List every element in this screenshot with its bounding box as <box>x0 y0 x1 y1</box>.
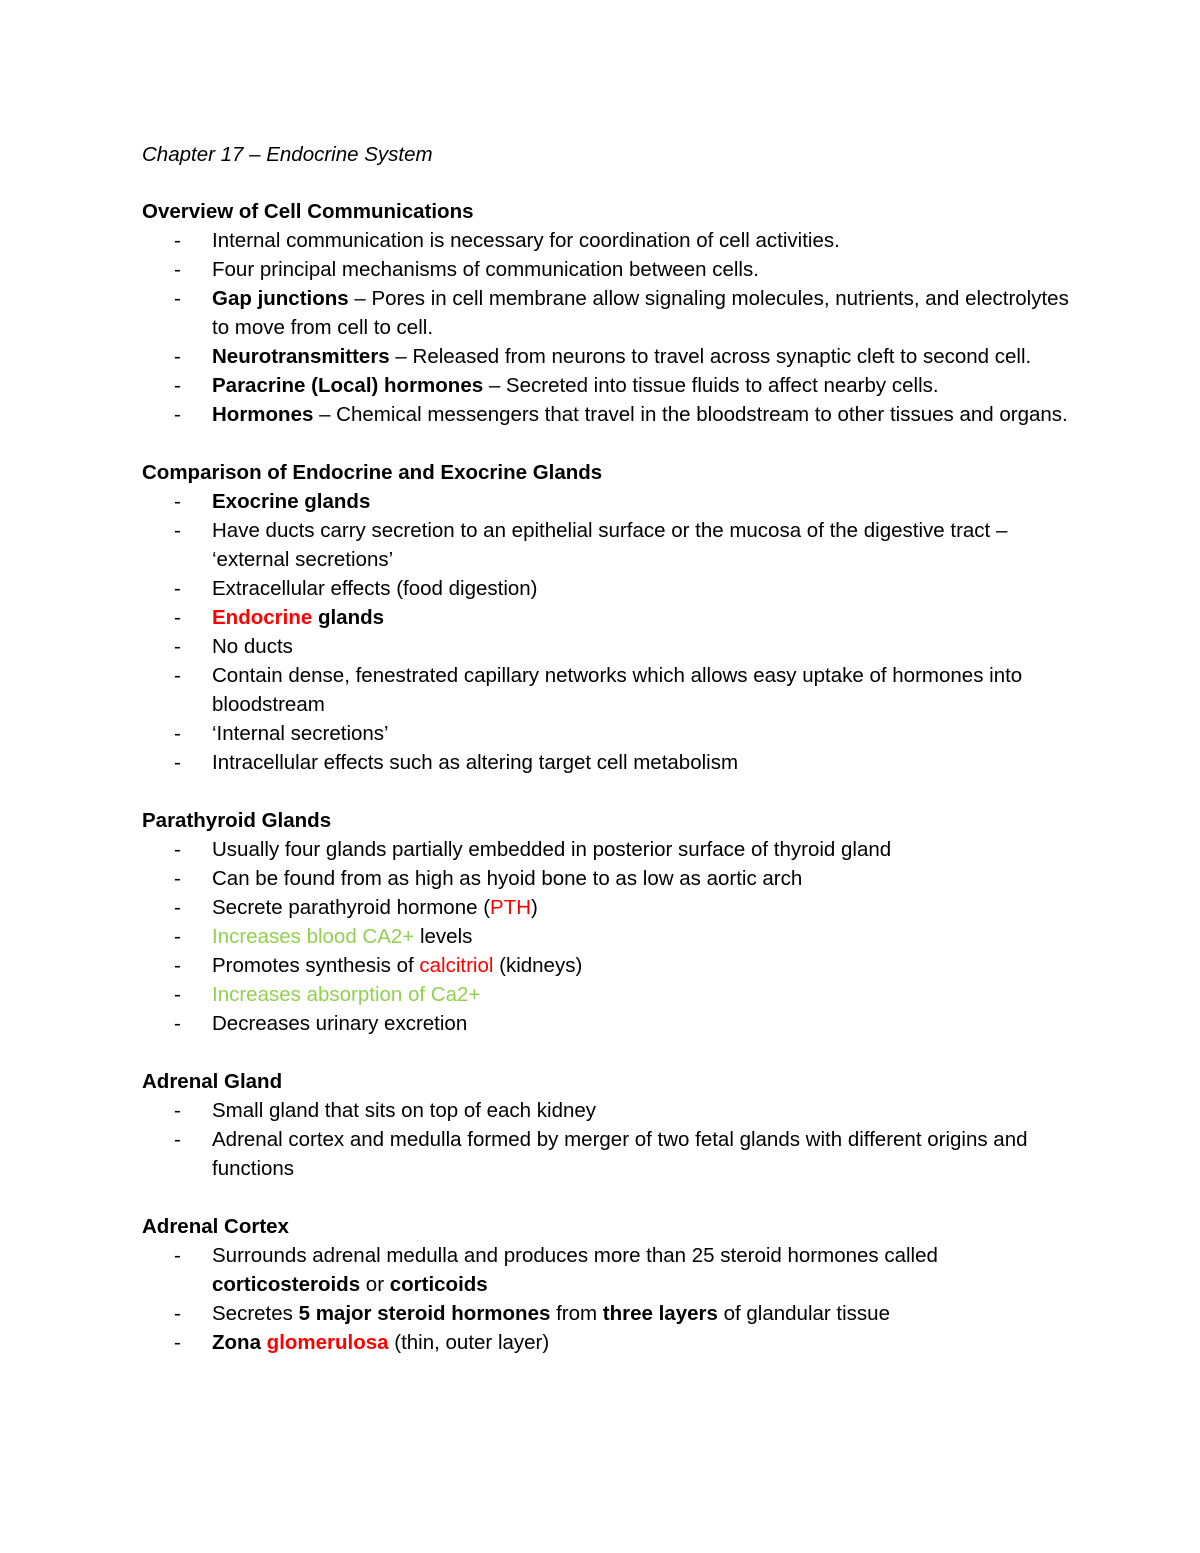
dash-bullet-icon: - <box>174 345 181 368</box>
dash-bullet-icon: - <box>174 751 181 774</box>
list-item <box>142 1328 1072 1357</box>
dash-bullet-icon: - <box>174 635 181 658</box>
text-run: Can be found from as high as hyoid bone to as low as aortic arch <box>212 867 803 890</box>
text-run: Four principal mechanisms of communication between cells. <box>212 258 759 281</box>
list-item <box>142 226 1072 255</box>
text-run: Extracellular effects (food digestion) <box>212 577 538 600</box>
list-item <box>142 922 1072 951</box>
document-title: Chapter 17 – Endocrine System <box>142 143 433 166</box>
dash-bullet-icon: - <box>174 519 181 542</box>
section <box>142 806 1072 1038</box>
text-run: Usually four glands partially embedded in posterior surface of thyroid gland <box>212 838 892 861</box>
text-run: Secrete parathyroid hormone ( <box>212 896 491 919</box>
list-item <box>142 632 1072 661</box>
text-run: Increases blood CA2+ <box>212 925 415 948</box>
list-item <box>142 255 1072 284</box>
text-run: or <box>360 1273 390 1296</box>
list-item <box>142 487 1072 516</box>
list-item <box>142 574 1072 603</box>
dash-bullet-icon: - <box>174 722 181 745</box>
text-run: Zona <box>212 1331 261 1354</box>
list-item <box>142 1299 1072 1328</box>
list-item <box>142 342 1072 371</box>
list-item <box>142 1009 1072 1038</box>
text-run: (thin, outer layer) <box>388 1331 550 1354</box>
section-heading: Parathyroid Glands <box>142 809 332 832</box>
text-run: ) <box>531 896 538 919</box>
text-run: – Pores in cell membrane allow signaling molecules, nutrients, and electrolytes to move from cell to cell. <box>212 287 1069 339</box>
list-item <box>142 980 1072 1009</box>
list-item <box>142 893 1072 922</box>
dash-bullet-icon: - <box>174 374 181 397</box>
dash-bullet-icon: - <box>174 896 181 919</box>
text-run: Endocrine <box>212 606 313 629</box>
dash-bullet-icon: - <box>174 577 181 600</box>
dash-bullet-icon: - <box>174 983 181 1006</box>
dash-bullet-icon: - <box>174 1012 181 1035</box>
list-item <box>142 516 1072 574</box>
bullet-list <box>142 226 1072 429</box>
dash-bullet-icon: - <box>174 1331 181 1354</box>
text-run: Hormones <box>212 403 314 426</box>
dash-bullet-icon: - <box>174 867 181 890</box>
list-item <box>142 1096 1072 1125</box>
text-run: 5 major steroid hormones <box>298 1302 551 1325</box>
list-item <box>142 284 1072 342</box>
section <box>142 197 1072 429</box>
sections-container <box>142 197 1072 1357</box>
dash-bullet-icon: - <box>174 287 181 310</box>
list-item <box>142 951 1072 980</box>
dash-bullet-icon: - <box>174 925 181 948</box>
section <box>142 1067 1072 1183</box>
text-run: three layers <box>602 1302 718 1325</box>
bullet-list <box>142 487 1072 777</box>
text-run: Intracellular effects such as altering target cell metabolism <box>212 751 739 774</box>
text-run: glomerulosa <box>266 1331 389 1354</box>
list-item <box>142 371 1072 400</box>
bullet-list <box>142 1096 1072 1183</box>
text-run: Internal communication is necessary for coordination of cell activities. <box>212 229 840 252</box>
list-item <box>142 864 1072 893</box>
text-run: corticosteroids <box>212 1273 361 1296</box>
text-run: – Secreted into tissue fluids to affect nearby cells. <box>483 374 939 397</box>
text-run: – Released from neurons to travel across synaptic cleft to second cell. <box>389 345 1032 368</box>
dash-bullet-icon: - <box>174 403 181 426</box>
list-item <box>142 1241 1072 1299</box>
list-item <box>142 748 1072 777</box>
list-item <box>142 719 1072 748</box>
text-run: Exocrine glands <box>212 490 371 513</box>
bullet-list <box>142 1241 1072 1357</box>
text-run: Paracrine (Local) hormones <box>212 374 484 397</box>
text-run: Secretes <box>212 1302 299 1325</box>
text-run: Gap junctions <box>212 287 349 310</box>
text-run: from <box>550 1302 603 1325</box>
dash-bullet-icon: - <box>174 490 181 513</box>
text-run: Adrenal cortex and medulla formed by merger of two fetal glands with different origins and functions <box>212 1128 1028 1180</box>
text-run: ‘Internal secretions’ <box>212 722 389 745</box>
dash-bullet-icon: - <box>174 954 181 977</box>
dash-bullet-icon: - <box>174 229 181 252</box>
text-run: levels <box>414 925 473 948</box>
dash-bullet-icon: - <box>174 1244 181 1267</box>
dash-bullet-icon: - <box>174 1302 181 1325</box>
dash-bullet-icon: - <box>174 664 181 687</box>
bullet-list <box>142 835 1072 1038</box>
section-heading: Adrenal Cortex <box>142 1215 289 1238</box>
section-heading: Adrenal Gland <box>142 1070 283 1093</box>
section <box>142 1212 1072 1357</box>
list-item <box>142 835 1072 864</box>
dash-bullet-icon: - <box>174 1128 181 1151</box>
text-run: Surrounds adrenal medulla and produces more than 25 steroid hormones called <box>212 1244 938 1267</box>
text-run: calcitriol <box>419 954 494 977</box>
section <box>142 458 1072 777</box>
text-run: No ducts <box>212 635 293 658</box>
dash-bullet-icon: - <box>174 258 181 281</box>
text-run: Small gland that sits on top of each kidney <box>212 1099 597 1122</box>
list-item <box>142 1125 1072 1183</box>
list-item <box>142 603 1072 632</box>
text-run: Have ducts carry secretion to an epithelial surface or the mucosa of the digestive tract – ‘external secretions’ <box>212 519 1008 571</box>
list-item <box>142 400 1072 429</box>
document-page <box>142 140 1072 1386</box>
text-run: (kidneys) <box>493 954 583 977</box>
text-run: Promotes synthesis of <box>212 954 420 977</box>
section-heading: Comparison of Endocrine and Exocrine Glands <box>142 461 603 484</box>
dash-bullet-icon: - <box>174 838 181 861</box>
list-item <box>142 661 1072 719</box>
text-run: of glandular tissue <box>717 1302 890 1325</box>
dash-bullet-icon: - <box>174 1099 181 1122</box>
text-run: Decreases urinary excretion <box>212 1012 468 1035</box>
text-run: Neurotransmitters <box>212 345 390 368</box>
text-run: glands <box>312 606 385 629</box>
text-run: Increases absorption of Ca2+ <box>212 983 481 1006</box>
text-run: – Chemical messengers that travel in the bloodstream to other tissues and organs. <box>313 403 1068 426</box>
text-run: corticoids <box>389 1273 488 1296</box>
text-run: Contain dense, fenestrated capillary networks which allows easy uptake of hormones into bloodstream <box>212 664 1023 716</box>
section-heading: Overview of Cell Communications <box>142 200 474 223</box>
text-run: PTH <box>490 896 532 919</box>
dash-bullet-icon: - <box>174 606 181 629</box>
